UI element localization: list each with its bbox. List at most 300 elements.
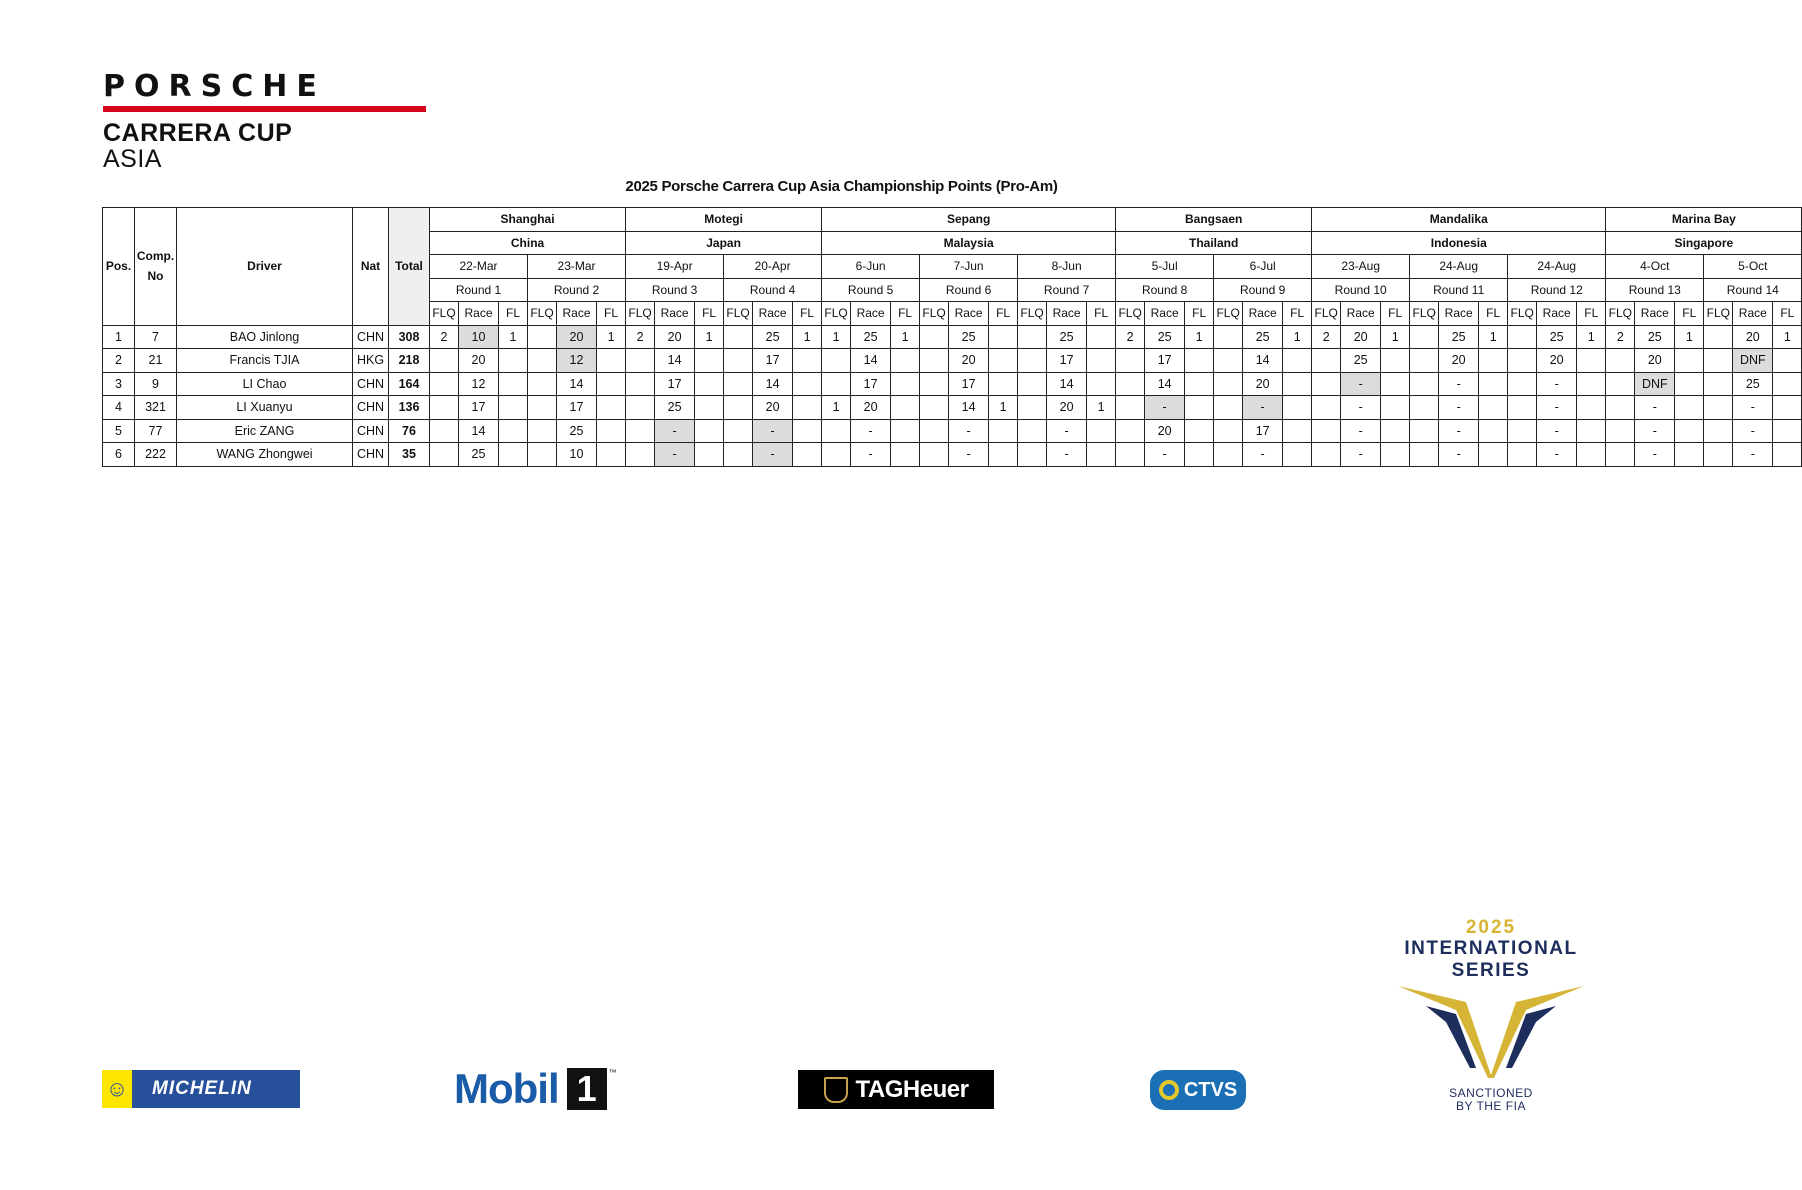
table-row	[103, 419, 1802, 443]
race-points: DNF	[1635, 372, 1675, 396]
mobil-wordmark: Mobil	[454, 1065, 559, 1112]
race-points: -	[753, 443, 793, 467]
race-points: -	[1439, 419, 1479, 443]
race-points: -	[1341, 372, 1381, 396]
flq-points	[1018, 349, 1047, 373]
driver-total: 164	[389, 372, 430, 396]
driver-nat: CHN	[353, 443, 389, 467]
flq-points	[430, 419, 459, 443]
event-venue: Sepang	[822, 208, 1116, 232]
flq-points	[724, 443, 753, 467]
driver-pos: 6	[103, 443, 135, 467]
header-flq: FLQ	[724, 302, 753, 326]
race-round: Round 14	[1704, 278, 1802, 302]
header-driver: Driver	[177, 208, 353, 326]
fl-points	[597, 372, 626, 396]
flq-points	[1214, 396, 1243, 420]
header-flq: FLQ	[1410, 302, 1439, 326]
race-points: -	[655, 443, 695, 467]
mobil1-logo	[454, 1065, 617, 1112]
fl-points	[1185, 372, 1214, 396]
race-round: Round 6	[920, 278, 1018, 302]
race-points: 25	[655, 396, 695, 420]
race-points: 25	[1047, 325, 1087, 349]
flq-points	[1410, 349, 1439, 373]
flq-points	[1410, 325, 1439, 349]
fl-points	[793, 372, 822, 396]
race-date: 8-Jun	[1018, 255, 1116, 279]
flq-points: 2	[1116, 325, 1145, 349]
flq-points: 1	[822, 325, 851, 349]
flq-points	[1018, 443, 1047, 467]
fl-points	[499, 396, 528, 420]
driver-name: BAO Jinlong	[177, 325, 353, 349]
race-points: 14	[1047, 372, 1087, 396]
flq-points	[1018, 396, 1047, 420]
flq-points	[1018, 372, 1047, 396]
race-date: 7-Jun	[920, 255, 1018, 279]
race-points: 14	[557, 372, 597, 396]
mobil-one: 1	[567, 1068, 607, 1110]
race-round: Round 9	[1214, 278, 1312, 302]
flq-points	[1312, 372, 1341, 396]
event-country: Japan	[626, 231, 822, 255]
fl-points	[1773, 396, 1802, 420]
fl-points	[1675, 372, 1704, 396]
race-points: 17	[557, 396, 597, 420]
fl-points	[1675, 349, 1704, 373]
flq-points	[528, 443, 557, 467]
race-points: 20	[949, 349, 989, 373]
race-points: -	[1733, 396, 1773, 420]
intl-year: 2025	[1465, 917, 1517, 938]
race-points: 20	[459, 349, 499, 373]
fl-points	[597, 396, 626, 420]
race-points: 20	[1145, 419, 1185, 443]
fl-points	[695, 396, 724, 420]
flq-points	[1312, 419, 1341, 443]
race-points: -	[1635, 443, 1675, 467]
event-country: Thailand	[1116, 231, 1312, 255]
tagheuer-wordmark: TAGHeuer	[855, 1075, 969, 1103]
fl-points	[1675, 443, 1704, 467]
flq-points	[1704, 349, 1733, 373]
fl-points	[891, 419, 920, 443]
fl-points	[695, 372, 724, 396]
driver-total: 136	[389, 396, 430, 420]
header-race: Race	[1243, 302, 1283, 326]
fl-points: 1	[499, 325, 528, 349]
fl-points	[695, 349, 724, 373]
race-points: 25	[1341, 349, 1381, 373]
series-name-line2: ASIA	[103, 145, 162, 173]
header-race: Race	[1047, 302, 1087, 326]
flq-points	[528, 419, 557, 443]
race-round: Round 4	[724, 278, 822, 302]
header-fl: FL	[1675, 302, 1704, 326]
fl-points: 1	[1773, 325, 1802, 349]
driver-total: 218	[389, 349, 430, 373]
flq-points	[920, 396, 949, 420]
race-points: -	[1243, 396, 1283, 420]
flq-points	[1312, 443, 1341, 467]
flq-points	[1214, 443, 1243, 467]
header-race: Race	[655, 302, 695, 326]
race-round: Round 11	[1410, 278, 1508, 302]
ctvs-logo	[1150, 1070, 1246, 1110]
fl-points	[1185, 443, 1214, 467]
fl-points	[1381, 396, 1410, 420]
flq-points	[626, 419, 655, 443]
michelin-logo	[102, 1070, 300, 1108]
driver-comp-no: 21	[135, 349, 177, 373]
fl-points	[1577, 419, 1606, 443]
race-points: 17	[949, 372, 989, 396]
event-venue: Bangsaen	[1116, 208, 1312, 232]
flq-points	[1116, 419, 1145, 443]
fl-points	[1381, 443, 1410, 467]
fl-points	[1381, 419, 1410, 443]
flq-points	[1704, 443, 1733, 467]
header-fl: FL	[989, 302, 1018, 326]
flq-points	[430, 396, 459, 420]
flq-points	[1508, 325, 1537, 349]
flq-points	[1410, 396, 1439, 420]
driver-pos: 4	[103, 396, 135, 420]
header-race: Race	[1341, 302, 1381, 326]
driver-pos: 1	[103, 325, 135, 349]
flq-points	[1606, 372, 1635, 396]
header-race: Race	[949, 302, 989, 326]
header-flq: FLQ	[1312, 302, 1341, 326]
race-round: Round 5	[822, 278, 920, 302]
flq-points	[1410, 372, 1439, 396]
standings-table	[102, 207, 1802, 467]
header-fl: FL	[499, 302, 528, 326]
race-date: 5-Jul	[1116, 255, 1214, 279]
bibendum-icon: ☺	[102, 1070, 132, 1108]
race-points: 25	[1537, 325, 1577, 349]
race-points: 14	[459, 419, 499, 443]
flq-points: 2	[430, 325, 459, 349]
driver-comp-no: 7	[135, 325, 177, 349]
race-points: -	[1733, 419, 1773, 443]
driver-name: WANG Zhongwei	[177, 443, 353, 467]
flq-points	[1704, 372, 1733, 396]
race-points: 25	[557, 419, 597, 443]
race-points: 17	[459, 396, 499, 420]
race-round: Round 10	[1312, 278, 1410, 302]
flq-points: 2	[626, 325, 655, 349]
fl-points	[499, 419, 528, 443]
fl-points	[499, 349, 528, 373]
flq-points	[430, 443, 459, 467]
fl-points	[499, 443, 528, 467]
race-points: -	[851, 443, 891, 467]
table-row	[103, 325, 1802, 349]
header-race: Race	[557, 302, 597, 326]
race-points: 20	[851, 396, 891, 420]
header-flq: FLQ	[1116, 302, 1145, 326]
header-race: Race	[1733, 302, 1773, 326]
flq-points	[822, 349, 851, 373]
race-round: Round 3	[626, 278, 724, 302]
flq-points	[1508, 443, 1537, 467]
fl-points	[891, 443, 920, 467]
porsche-brand	[103, 69, 426, 173]
race-points: 17	[655, 372, 695, 396]
fl-points: 1	[1479, 325, 1508, 349]
driver-total: 76	[389, 419, 430, 443]
fl-points	[1577, 372, 1606, 396]
fl-points	[1577, 396, 1606, 420]
flq-points	[1018, 325, 1047, 349]
fl-points	[891, 349, 920, 373]
race-points: 25	[851, 325, 891, 349]
driver-comp-no: 77	[135, 419, 177, 443]
flq-points	[1116, 396, 1145, 420]
race-date: 24-Aug	[1508, 255, 1606, 279]
race-points: 20	[1439, 349, 1479, 373]
race-points: 17	[1243, 419, 1283, 443]
flq-points	[1606, 396, 1635, 420]
header-flq: FLQ	[822, 302, 851, 326]
fl-points: 1	[695, 325, 724, 349]
flq-points	[528, 349, 557, 373]
fl-points	[1675, 396, 1704, 420]
fl-points	[989, 443, 1018, 467]
header-fl: FL	[1479, 302, 1508, 326]
fl-points	[1577, 443, 1606, 467]
fl-points	[1087, 372, 1116, 396]
header-fl: FL	[1381, 302, 1410, 326]
driver-pos: 5	[103, 419, 135, 443]
fl-points	[1381, 349, 1410, 373]
header-race: Race	[459, 302, 499, 326]
header-fl: FL	[891, 302, 920, 326]
race-points: -	[1439, 396, 1479, 420]
header-fl: FL	[695, 302, 724, 326]
ctvs-ring-icon	[1159, 1080, 1179, 1100]
race-points: -	[1243, 443, 1283, 467]
michelin-wordmark: MICHELIN	[152, 1078, 252, 1099]
race-points: -	[949, 419, 989, 443]
tagheuer-shield-icon	[824, 1077, 848, 1103]
race-points: 25	[1439, 325, 1479, 349]
fl-points	[597, 443, 626, 467]
flq-points	[920, 325, 949, 349]
driver-nat: CHN	[353, 372, 389, 396]
race-points: -	[1047, 443, 1087, 467]
event-venue: Motegi	[626, 208, 822, 232]
international-series-logo	[1396, 917, 1586, 1113]
driver-name: LI Chao	[177, 372, 353, 396]
race-points: 20	[1341, 325, 1381, 349]
fl-points	[1577, 349, 1606, 373]
race-points: 25	[753, 325, 793, 349]
header-flq: FLQ	[1018, 302, 1047, 326]
race-round: Round 2	[528, 278, 626, 302]
race-points: -	[1439, 372, 1479, 396]
race-points: -	[1537, 396, 1577, 420]
race-points: -	[851, 419, 891, 443]
race-points: -	[1537, 372, 1577, 396]
fl-points	[1087, 419, 1116, 443]
driver-pos: 3	[103, 372, 135, 396]
flq-points	[626, 443, 655, 467]
race-date: 24-Aug	[1410, 255, 1508, 279]
fl-points	[1381, 372, 1410, 396]
flq-points: 1	[822, 396, 851, 420]
race-points: 10	[557, 443, 597, 467]
fl-points	[989, 372, 1018, 396]
fl-points: 1	[1381, 325, 1410, 349]
fl-points	[1773, 443, 1802, 467]
header-flq: FLQ	[430, 302, 459, 326]
race-points: -	[949, 443, 989, 467]
fl-points	[597, 419, 626, 443]
flq-points	[1508, 349, 1537, 373]
flq-points	[1606, 443, 1635, 467]
header-race: Race	[1635, 302, 1675, 326]
fl-points	[1479, 419, 1508, 443]
flq-points	[1018, 419, 1047, 443]
fl-points	[1185, 349, 1214, 373]
driver-total: 35	[389, 443, 430, 467]
fl-points	[1087, 349, 1116, 373]
race-points: 25	[1145, 325, 1185, 349]
flq-points	[626, 349, 655, 373]
header-fl: FL	[1283, 302, 1312, 326]
race-points: 14	[1145, 372, 1185, 396]
flq-points	[920, 349, 949, 373]
flq-points	[1116, 443, 1145, 467]
race-points: 25	[1635, 325, 1675, 349]
table-row	[103, 396, 1802, 420]
flq-points	[724, 349, 753, 373]
fl-points	[695, 419, 724, 443]
flq-points	[1704, 396, 1733, 420]
flq-points	[822, 443, 851, 467]
race-points: 14	[1243, 349, 1283, 373]
flq-points	[528, 325, 557, 349]
fl-points	[1479, 396, 1508, 420]
page-title: 2025 Porsche Carrera Cup Asia Championship Points (Pro-Am)	[625, 178, 1058, 195]
header-fl: FL	[793, 302, 822, 326]
fl-points	[1773, 349, 1802, 373]
fl-points: 1	[1087, 396, 1116, 420]
flq-points	[1508, 396, 1537, 420]
fl-points: 1	[989, 396, 1018, 420]
race-points: 20	[1635, 349, 1675, 373]
race-points: 14	[949, 396, 989, 420]
race-points: 20	[1243, 372, 1283, 396]
race-points: -	[1145, 443, 1185, 467]
fl-points: 1	[891, 325, 920, 349]
fl-points	[989, 325, 1018, 349]
race-points: 25	[459, 443, 499, 467]
driver-name: LI Xuanyu	[177, 396, 353, 420]
driver-pos: 2	[103, 349, 135, 373]
header-flq: FLQ	[528, 302, 557, 326]
race-points: 20	[753, 396, 793, 420]
driver-nat: CHN	[353, 396, 389, 420]
race-date: 20-Apr	[724, 255, 822, 279]
fl-points	[499, 372, 528, 396]
flq-points	[1214, 419, 1243, 443]
flq-points	[724, 325, 753, 349]
fl-points	[1185, 419, 1214, 443]
race-date: 5-Oct	[1704, 255, 1802, 279]
intl-fia-line2: BY THE FIA	[1456, 1099, 1526, 1113]
header-nat: Nat	[353, 208, 389, 326]
race-round: Round 8	[1116, 278, 1214, 302]
intl-line2: SERIES	[1451, 960, 1531, 981]
fl-points	[695, 443, 724, 467]
flq-points	[1508, 419, 1537, 443]
driver-nat: CHN	[353, 419, 389, 443]
header-race: Race	[851, 302, 891, 326]
race-points: -	[655, 419, 695, 443]
flq-points	[822, 419, 851, 443]
tagheuer-logo	[798, 1070, 994, 1109]
race-date: 22-Mar	[430, 255, 528, 279]
race-points: 17	[851, 372, 891, 396]
flq-points	[430, 372, 459, 396]
fl-points	[793, 443, 822, 467]
header-flq: FLQ	[1704, 302, 1733, 326]
header-total: Total	[389, 208, 430, 326]
flq-points	[724, 372, 753, 396]
driver-name: Eric ZANG	[177, 419, 353, 443]
race-date: 6-Jun	[822, 255, 920, 279]
race-points: -	[1341, 443, 1381, 467]
table-row	[103, 443, 1802, 467]
fl-points	[793, 396, 822, 420]
race-points: 25	[1243, 325, 1283, 349]
fl-points	[989, 349, 1018, 373]
race-date: 23-Aug	[1312, 255, 1410, 279]
race-points: 12	[459, 372, 499, 396]
race-points: 25	[949, 325, 989, 349]
mobil-trademark: ™	[608, 1068, 617, 1077]
flq-points	[1312, 349, 1341, 373]
header-fl: FL	[1577, 302, 1606, 326]
race-points: 17	[753, 349, 793, 373]
fl-points: 1	[1283, 325, 1312, 349]
fl-points	[1185, 396, 1214, 420]
header-fl: FL	[1185, 302, 1214, 326]
fl-points	[1675, 419, 1704, 443]
fl-points	[1479, 349, 1508, 373]
race-points: 14	[851, 349, 891, 373]
race-points: -	[1635, 396, 1675, 420]
flq-points	[1410, 419, 1439, 443]
fl-points	[1773, 419, 1802, 443]
race-date: 4-Oct	[1606, 255, 1704, 279]
driver-name: Francis TJIA	[177, 349, 353, 373]
header-race: Race	[1439, 302, 1479, 326]
driver-total: 308	[389, 325, 430, 349]
flq-points	[920, 372, 949, 396]
flq-points	[920, 443, 949, 467]
header-flq: FLQ	[1508, 302, 1537, 326]
fl-points	[1283, 349, 1312, 373]
header-flq: FLQ	[1214, 302, 1243, 326]
flq-points: 2	[1312, 325, 1341, 349]
race-points: -	[1047, 419, 1087, 443]
fl-points	[891, 396, 920, 420]
